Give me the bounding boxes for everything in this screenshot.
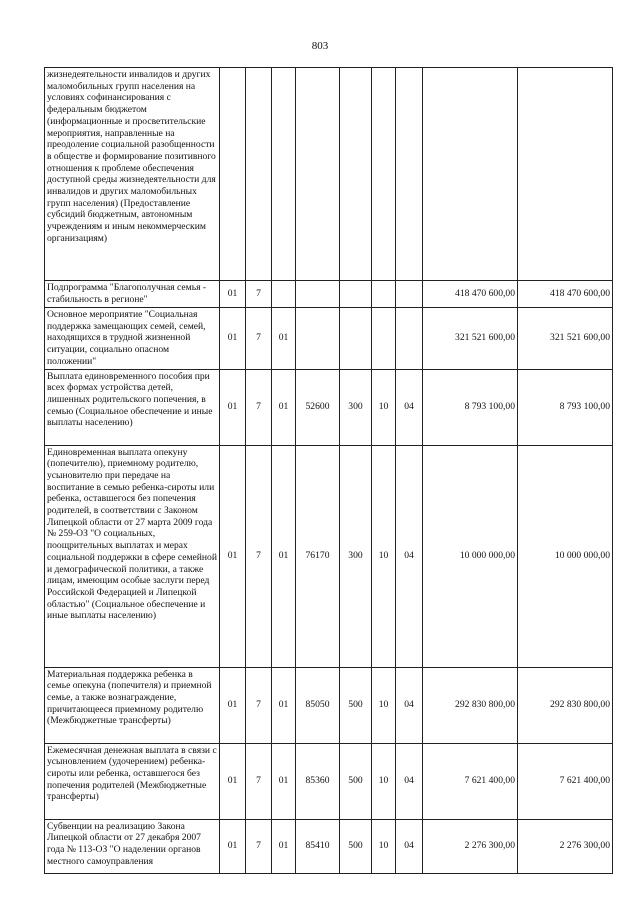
cell-amount-2 <box>518 68 613 281</box>
cell-section <box>372 281 396 308</box>
cell-subsection: 04 <box>396 819 423 873</box>
cell-program: 01 <box>220 819 246 873</box>
cell-subsection <box>396 308 423 370</box>
cell-amount-2: 8 793 100,00 <box>518 369 613 445</box>
cell-direction: 85050 <box>296 667 340 743</box>
table-row <box>45 743 613 819</box>
cell-expense-type <box>340 281 372 308</box>
cell-subsection <box>396 281 423 308</box>
cell-amount-1: 10 000 000,00 <box>423 445 518 667</box>
cell-activity: 01 <box>272 667 296 743</box>
cell-amount-2: 10 000 000,00 <box>518 445 613 667</box>
table-row <box>45 68 613 281</box>
cell-program: 01 <box>220 308 246 370</box>
cell-expense-type: 300 <box>340 445 372 667</box>
cell-subsection: 04 <box>396 445 423 667</box>
cell-subprogram: 7 <box>246 743 272 819</box>
row-name: Выплата единовременного пособия при всех формах устройства детей, лишенных родительского попечения, в семью (Социальное обеспечение и иные выплаты населению) <box>45 369 220 445</box>
cell-program <box>220 68 246 281</box>
cell-section: 10 <box>372 743 396 819</box>
cell-amount-2: 7 621 400,00 <box>518 743 613 819</box>
cell-direction: 52600 <box>296 369 340 445</box>
cell-activity <box>272 281 296 308</box>
row-name: Подпрограмма "Благополучная семья - стабильность в регионе" <box>45 281 220 308</box>
row-name: жизнедеятельности инвалидов и других маломобильных групп населения на условиях софинансирования с федеральным бюджетом (информационные и просветительские мероприятия, направленные на преодоление социальной разобщенности в обществе и формирование позитивного отношения к проблеме обеспечения доступной среды жизнедеятельности для инвалидов и других маломобильных групп населения) (Предоставление субсидий бюджетным, автономным учреждениям и иным некоммерческим организациям) <box>45 68 220 281</box>
cell-subprogram: 7 <box>246 281 272 308</box>
page-number: 803 <box>311 40 329 52</box>
cell-subsection <box>396 68 423 281</box>
cell-subsection: 04 <box>396 743 423 819</box>
cell-program: 01 <box>220 369 246 445</box>
budget-table <box>44 67 613 874</box>
cell-subprogram: 7 <box>246 308 272 370</box>
cell-expense-type: 500 <box>340 743 372 819</box>
cell-activity: 01 <box>272 445 296 667</box>
cell-subprogram <box>246 68 272 281</box>
cell-amount-2: 321 521 600,00 <box>518 308 613 370</box>
cell-amount-2: 418 470 600,00 <box>518 281 613 308</box>
cell-subprogram: 7 <box>246 667 272 743</box>
cell-amount-1: 292 830 800,00 <box>423 667 518 743</box>
cell-section: 10 <box>372 445 396 667</box>
cell-section <box>372 68 396 281</box>
cell-section: 10 <box>372 369 396 445</box>
cell-expense-type <box>340 308 372 370</box>
row-name: Материальная поддержка ребенка в семье опекуна (попечителя) и приемной семье, а также вознаграждение, причитающееся приемному родителю (Межбюджетные трансферты) <box>45 667 220 743</box>
cell-amount-1: 418 470 600,00 <box>423 281 518 308</box>
cell-subsection: 04 <box>396 369 423 445</box>
cell-direction <box>296 68 340 281</box>
cell-program: 01 <box>220 445 246 667</box>
table-row <box>45 445 613 667</box>
cell-direction: 85360 <box>296 743 340 819</box>
cell-amount-2: 292 830 800,00 <box>518 667 613 743</box>
cell-section: 10 <box>372 667 396 743</box>
cell-program: 01 <box>220 667 246 743</box>
cell-amount-2: 2 276 300,00 <box>518 819 613 873</box>
row-name: Основное мероприятие "Социальная поддержка замещающих семей, семей, находящихся в трудной жизненной ситуации, социально опасном положении" <box>45 308 220 370</box>
cell-subprogram: 7 <box>246 819 272 873</box>
cell-subprogram: 7 <box>246 445 272 667</box>
cell-activity: 01 <box>272 743 296 819</box>
cell-amount-1: 7 621 400,00 <box>423 743 518 819</box>
cell-expense-type: 500 <box>340 667 372 743</box>
table-row <box>45 308 613 370</box>
cell-expense-type: 500 <box>340 819 372 873</box>
cell-expense-type: 300 <box>340 369 372 445</box>
cell-amount-1: 321 521 600,00 <box>423 308 518 370</box>
cell-activity: 01 <box>272 308 296 370</box>
cell-subsection: 04 <box>396 667 423 743</box>
cell-direction: 85410 <box>296 819 340 873</box>
cell-direction <box>296 308 340 370</box>
row-name: Субвенции на реализацию Закона Липецкой области от 27 декабря 2007 года № 113-ОЗ "О наделении органов местного самоуправления <box>45 819 220 873</box>
cell-amount-1: 8 793 100,00 <box>423 369 518 445</box>
table-row <box>45 369 613 445</box>
cell-activity: 01 <box>272 819 296 873</box>
table-row <box>45 819 613 873</box>
cell-direction: 76170 <box>296 445 340 667</box>
table-row <box>45 281 613 308</box>
cell-section <box>372 308 396 370</box>
cell-activity <box>272 68 296 281</box>
cell-expense-type <box>340 68 372 281</box>
row-name: Ежемесячная денежная выплата в связи с усыновлением (удочерением) ребенка-сироты или ребенка, оставшегося без попечения родителей (Межбюджетные трансферты) <box>45 743 220 819</box>
cell-amount-1: 2 276 300,00 <box>423 819 518 873</box>
cell-activity: 01 <box>272 369 296 445</box>
cell-program: 01 <box>220 281 246 308</box>
table-row <box>45 667 613 743</box>
cell-section: 10 <box>372 819 396 873</box>
cell-subprogram: 7 <box>246 369 272 445</box>
cell-amount-1 <box>423 68 518 281</box>
row-name: Единовременная выплата опекуну (попечителю), приемному родителю, усыновителю при передаче на воспитание в семью ребенка-сироты или ребенка, оставшегося без попечения родителей, в соответствии с Законом Липецкой области от 27 марта 2009 года № 259-ОЗ "О социальных, поощрительных выплатах и мерах социальной поддержки в сфере семейной и демографической политики, а также лицам, имеющим особые заслуги перед Российской Федерацией и Липецкой областью" (Социальное обеспечение и иные выплаты населению) <box>45 445 220 667</box>
cell-direction <box>296 281 340 308</box>
cell-program: 01 <box>220 743 246 819</box>
